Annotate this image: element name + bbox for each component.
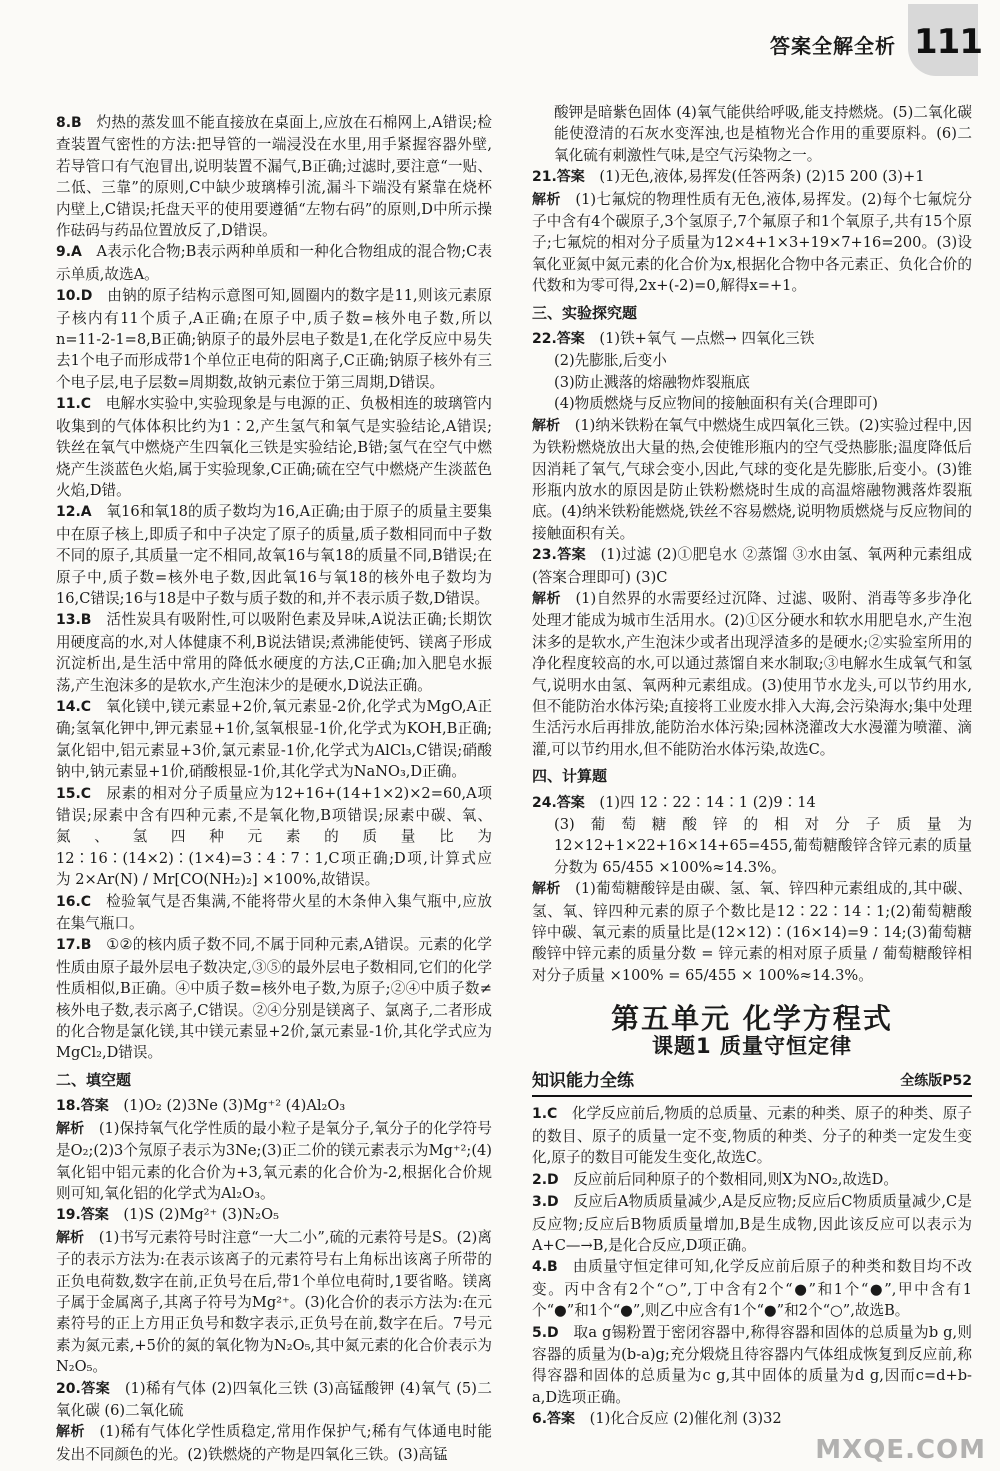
answer-item (532, 102, 972, 166)
answer-item (532, 189, 972, 297)
answer-text: (1)纳米铁粉在氧气中燃烧生成四氧化三铁。(2)实验过程中,因为铁粉燃烧放出大量的热,会使锥形瓶内的空气受热膨胀;温度降低后因消耗了氧气,气球会变小,因此,气球的变化是先膨胀,后变小。(3)锥形瓶内放水的原因是防止铁粉燃烧时生成的高温熔融物溅落炸裂瓶底。(4)纳米铁粉能燃烧,铁丝不容易燃烧,说明物质燃烧与反应物间的接触面积有关。 (532, 416, 972, 542)
answer-text: 活性炭具有吸附性,可以吸附色素及异味,A说法正确;长期饮用硬度高的水,对人体健康不利,B说法错误;煮沸能使钙、镁离子形成沉淀析出,是生活中常用的降低水硬度的方法,C正确;加入肥皂水振荡,产生泡沫多的是软水,产生泡沫少的是硬水,D说法正确。 (56, 611, 492, 694)
answer-label: 24.答案 (532, 794, 585, 811)
answer-label: 11.C (56, 396, 92, 413)
answer-label: 解析 (532, 417, 561, 434)
answer-item (56, 696, 492, 783)
answer-item (532, 372, 972, 393)
answer-text: (1)七氟烷的物理性质有无色,液体,易挥发。(2)每个七氟烷分子中含有4个碳原子,3个氢原子,7个氟原子和1个氧原子,共有15个原子;七氟烷的相对分子质量为12×4+1×3+19×7+16=200。(3)设氧化亚氮中氮元素的化合价为x,根据化合物中各元素正、负化合价的代数和为零可得,2x+(-2)=0,解得x=+1。 (532, 190, 973, 295)
answer-label: 6.答案 (532, 1411, 576, 1428)
section-heading-calc: 四、计算题 (532, 767, 608, 786)
answer-label: 19.答案 (56, 1207, 109, 1224)
answer-item (56, 285, 492, 393)
answer-text: 反应前后同种原子的个数相同,则X为NO₂,故选D。 (573, 1170, 898, 1188)
answer-label: 15.C (56, 785, 92, 802)
answer-item (532, 878, 972, 986)
page-number-tab (908, 4, 982, 76)
answer-text: (3)防止溅落的熔融物炸裂瓶底 (554, 373, 750, 391)
answer-label: 17.B (56, 937, 92, 954)
answer-item (532, 1191, 972, 1256)
answer-item (532, 415, 972, 544)
answer-text: (1)自然界的水需要经过沉降、过滤、吸附、消毒等多步净化处理才能成为城市生活用水。(2)①区分硬水和软水用肥皂水,产生泡沫多的是软水,产生泡沫少或者出现浮渣多的是硬水;②实验室所用的净化程度较高的水,可以通过蒸馏自来水制取;③电解水生成氧气和氢气,说明水由氢、氧两种元素组成。(3)使用节水龙头,可以节约用水,但不能防治水体污染;直接将工业废水排入大海,会污染海水;集中处理生活污水后再排放,能防治水体污染;园林浇灌改大水漫灌为喷灌、滴灌,可以节约用水,但不能防治水体污染,故选C。 (532, 589, 972, 758)
answer-item (532, 544, 972, 588)
answer-label: 20.答案 (56, 1380, 111, 1397)
answer-label: 10.D (56, 288, 93, 305)
answer-label: 4.B (532, 1259, 558, 1276)
answer-text: 灼热的蒸发皿不能直接放在桌面上,应放在石棉网上,A错误;检查装置气密性的方法:把导管的一端浸没在水里,用手紧握容器外壁,若导管口有气泡冒出,说明装置不漏气,B正确;过滤时,要注意“一贴、二低、三靠”的原则,C中缺少玻璃棒引流,漏斗下端没有紧靠在烧杯内壁上,C错误;托盘天平的使用要遵循“左物右码”的原则,D中所示操作砝码与药品位置放反了,D错误。 (56, 114, 492, 240)
answer-text: 氧16和氧18的质子数均为16,A正确;由于原子的质量主要集中在原子核上,即质子和中子决定了原子的质量,质子数相同而中子数不同的原子,其质量一定不相同,故氧16与氧18的质量不同,B错误;在原子中,质子数=核外电子数,因此氧16与氧18的核外电子数均为16,C错误;16与18是中子数与质子数的和,并不表示质子数,D错误。 (56, 503, 492, 607)
answer-text: (1)四 12∶22∶14∶1 (2)9∶14 (599, 793, 816, 811)
answer-text: 取a g锡粉置于密闭容器中,称得容器和固体的总质量为b g,则容器的质量为(b-a)g;充分煅烧且待容器内气体组成恢复到反应前,称得容器和固体的总质量为c g,其中固体的质量为d g,因而c=d+b-a,D选项正确。 (532, 1323, 972, 1406)
page-header (600, 0, 1000, 80)
answer-item (532, 393, 972, 414)
answer-label: 14.C (56, 698, 92, 715)
section-heading-experiment: 三、实验探究题 (532, 303, 638, 322)
answer-item (56, 501, 492, 609)
answer-text: 反应后A物质质量减少,A是反应物;反应后C物质质量减少,C是反应物;反应后B物质质量增加,B是生成物,因此该反应可以表示为A+C—→B,是化合反应,D项正确。 (532, 1193, 972, 1254)
answer-item (532, 1103, 972, 1168)
answer-label: 3.D (532, 1194, 559, 1211)
answer-item (532, 792, 972, 814)
right-column (532, 102, 972, 1431)
answer-text: 检验氧气是否集满,不能将带火星的木条伸入集气瓶中,应放在集气瓶口。 (56, 892, 492, 933)
answer-text: (1)S (2)Mg²⁺ (3)N₂O₅ (123, 1206, 279, 1224)
answer-item (56, 934, 492, 1063)
answer-item (532, 1169, 972, 1191)
practice-bar-label: 知识能力全练 (532, 1071, 634, 1092)
page-number: 111 (914, 22, 982, 62)
watermark: MXQE.COM (815, 1435, 986, 1465)
answer-label: 解析 (532, 191, 561, 208)
answer-text: 氧化镁中,镁元素显+2价,氧元素显-2价,化学式为MgO,A正确;氢氧化钾中,钾元素显+1价,氢氧根显-1价,化学式为KOH,B正确;氯化铝中,铝元素显+3价,氯元素显-1价,化学式为AlCl₃,C错误;硝酸钠中,钠元素显+1价,硝酸根显-1价,其化学式为NaNO₃,D正确。 (56, 697, 492, 781)
answer-item (56, 609, 492, 696)
answer-item (56, 1421, 492, 1465)
answer-item (532, 814, 972, 878)
answer-text: (1)保持氧气化学性质的最小粒子是氧分子,氧分子的化学符号是O₂;(2)3个氖原子表示为3Ne;(3)正二价的镁元素表示为Mg⁺²;(4)氧化铝中铝元素的化合价为+3,氧元素的化合价为-2,根据化合价规则可知,氧化铝的化学式为Al₂O₃。 (56, 1119, 492, 1202)
answer-item (532, 588, 972, 760)
answer-label: 解析 (532, 590, 561, 607)
answer-item (532, 166, 972, 188)
answer-text: 化学反应前后,物质的总质量、元素的种类、原子的种类、原子的数目、原子的质量一定不变,物质的种类、分子的种类一定发生变化,原子的数目可能发生变化,故选C。 (532, 1105, 972, 1167)
answer-text: (2)先膨胀,后变小 (554, 352, 667, 370)
header-title: 答案全解全析 (770, 34, 896, 58)
answer-item (56, 1204, 492, 1226)
answer-text: (4)物质燃烧与反应物间的接触面积有关(合理即可) (554, 395, 878, 413)
answer-text: ①②的核内质子数不同,不属于同种元素,A错误。元素的化学性质由原子最外层电子数决定,③⑤的最外层电子数相同,它们的化学性质相似,B正确。④中质子数=核外电子数,为原子;②④中质子数≠核外电子数,表示离子,C错误。②④分别是镁离子、氯离子,二者形成的化合物是氯化镁,其中镁元素显+2价,氯元素显-1价,其化学式应为MgCl₂,D错误。 (56, 936, 492, 1062)
answer-text: 由钠的原子结构示意图可知,圆圈内的数字是11,则该元素原子核内有11个质子,A正确;在原子中,质子数=核外电子数,所以n=11-2-1=8,B正确;钠原子的最外层电子数是1,在化学反应中易失去1个电子而形成带1个单位正电荷的阳离子,C正确;钠原子核外有三个电子层,电子层数=周期数,故钠元素位于第三周期,D错误。 (56, 287, 492, 391)
answer-label: 解析 (56, 1120, 85, 1137)
answer-item (532, 1408, 972, 1430)
answer-label: 8.B (56, 115, 82, 131)
answer-label: 解析 (56, 1229, 85, 1246)
answer-text: (1)葡萄糖酸锌是由碳、氢、氧、锌四种元素组成的,其中碳、氢、氧、锌四种元素的原子个数比是12∶22∶14∶1;(2)葡萄糖酸锌中碳、氧元素的质量比是(12×12)∶(16×14)=9∶14;(3)葡萄糖酸锌中锌元素的质量分数 = 锌元素的相对原子质量 / 葡萄糖酸锌相对分子质量 ×100% = 65/455 × 100%≈14.3%。 (532, 880, 972, 984)
answer-item (56, 1118, 492, 1205)
answer-item (56, 241, 492, 285)
answer-text: (1)铁+氧气 —点燃→ 四氧化三铁 (599, 330, 815, 348)
answer-label: 16.C (56, 893, 92, 910)
left-column (56, 112, 492, 1465)
answer-label: 1.C (532, 1106, 558, 1123)
answer-text: 尿素的相对分子质量应为12+16+(14+1×2)×2=60,A项错误;尿素中含有四种元素,不是氧化物,B项错误;尿素中碳、氧、氮、氢四种元素的质量比为12∶16∶(14×2)∶(1×4)=3∶4∶7∶1,C项正确;D项,计算式应为 2×Ar(N) / Mr[CO(NH₂)₂] ×100%,故错误。 (56, 784, 492, 889)
answer-text: 电解水实验中,实验现象是与电源的正、负极相连的玻璃管内收集到的气体体积比约为1∶2,产生氢气和氧气是实验结论,A错误;铁丝在氧气中燃烧产生四氧化三铁是实验结论,B错;氢气在空气中燃烧产生淡蓝色火焰,属于实验现象,C正确;硫在空气中燃烧产生淡蓝色火焰,D错。 (56, 395, 492, 499)
answer-item (532, 1322, 972, 1409)
answer-label: 22.答案 (532, 331, 585, 348)
answer-item (56, 393, 492, 501)
answer-text: A表示化合物;B表示两种单质和一种化合物组成的混合物;C表示单质,故选A。 (56, 243, 492, 283)
answer-label: 21.答案 (532, 169, 585, 186)
answer-item (56, 891, 492, 935)
practice-bar (532, 1071, 972, 1097)
answer-text: (1)稀有气体化学性质稳定,常用作保护气;稀有气体通电时能发出不同颜色的光。(2)铁燃烧的产物是四氧化三铁。(3)高锰 (56, 1423, 493, 1463)
unit-title: 第五单元 化学方程式 (611, 1002, 893, 1036)
answer-label: 解析 (56, 1424, 85, 1441)
answer-label: 5.D (532, 1324, 559, 1341)
answer-label: 23.答案 (532, 547, 586, 564)
answer-label: 9.A (56, 244, 82, 261)
answer-label: 解析 (532, 881, 561, 898)
answer-item (532, 350, 972, 371)
answer-text: (1)O₂ (2)3Ne (3)Mg⁺² (4)Al₂O₃ (123, 1097, 346, 1115)
answer-label: 2.D (532, 1171, 559, 1188)
answer-label: 18.答案 (56, 1098, 109, 1115)
answer-label: 13.B (56, 612, 92, 629)
practice-bar-page-ref: 全练版P52 (900, 1073, 972, 1090)
answer-text: (3)葡萄糖酸锌的相对分子质量为12×12+1×22+16×14+65=455,葡萄糖酸锌含锌元素的质量分数为 65/455 ×100%≈14.3%。 (554, 816, 972, 876)
answer-text: 由质量守恒定律可知,化学反应前后原子的种类和数目均不改变。丙中含有2个“○”,丁中含有2个“●”和1个“●”,甲中含有1个“●”和1个“●”,则乙中应含有1个“●”和2个“○”,故选B。 (532, 1258, 972, 1320)
answer-item (56, 783, 492, 891)
answer-text: (1)书写元素符号时注意“一大二小”,硫的元素符号是S。(2)离子的表示方法为:在表示该离子的元素符号右上角标出该离子所带的正负电荷数,数字在前,正负号在后,带1个单位电荷时,1要省略。镁离子属于金属离子,其离子符号为Mg²⁺。(3)化合价的表示方法为:在元素符号的正上方用正负号和数字表示,正负号在前,数字在后。7号元素为氮元素,+5价的氮的氧化物为N₂O₅,其中氮元素的化合价表示为N₂O₅。 (56, 1228, 493, 1376)
section-heading-fill: 二、填空题 (56, 1070, 132, 1089)
answer-text: 酸钾是暗紫色固体 (4)氧气能供给呼吸,能支持燃烧。(5)二氧化碳能使澄清的石灰水变浑浊,也是植物光合作用的重要原料。(6)二氧化硫有刺激性气味,是空气污染物之一。 (554, 104, 972, 164)
answer-label: 12.A (56, 504, 92, 521)
answer-item (56, 1378, 492, 1422)
answer-item (56, 112, 492, 241)
answer-text: (1)化合反应 (2)催化剂 (3)32 (589, 1410, 782, 1428)
answer-text: (1)无色,液体,易挥发(任答两条) (2)15 200 (3)+1 (599, 168, 925, 186)
lesson-title: 课题1 质量守恒定律 (652, 1033, 852, 1058)
answer-item (532, 1256, 972, 1321)
answer-item (56, 1227, 492, 1378)
answer-text: (1)稀有气体 (2)四氧化三铁 (3)高锰酸钾 (4)氧气 (5)二氧化碳 (6)二氧化硫 (56, 1379, 492, 1419)
answer-item (56, 1095, 492, 1117)
answer-item (532, 328, 972, 350)
answer-text: (1)过滤 (2)①肥皂水 ②蒸馏 ③水由氢、氧两种元素组成(答案合理即可) (3)C (532, 546, 972, 586)
